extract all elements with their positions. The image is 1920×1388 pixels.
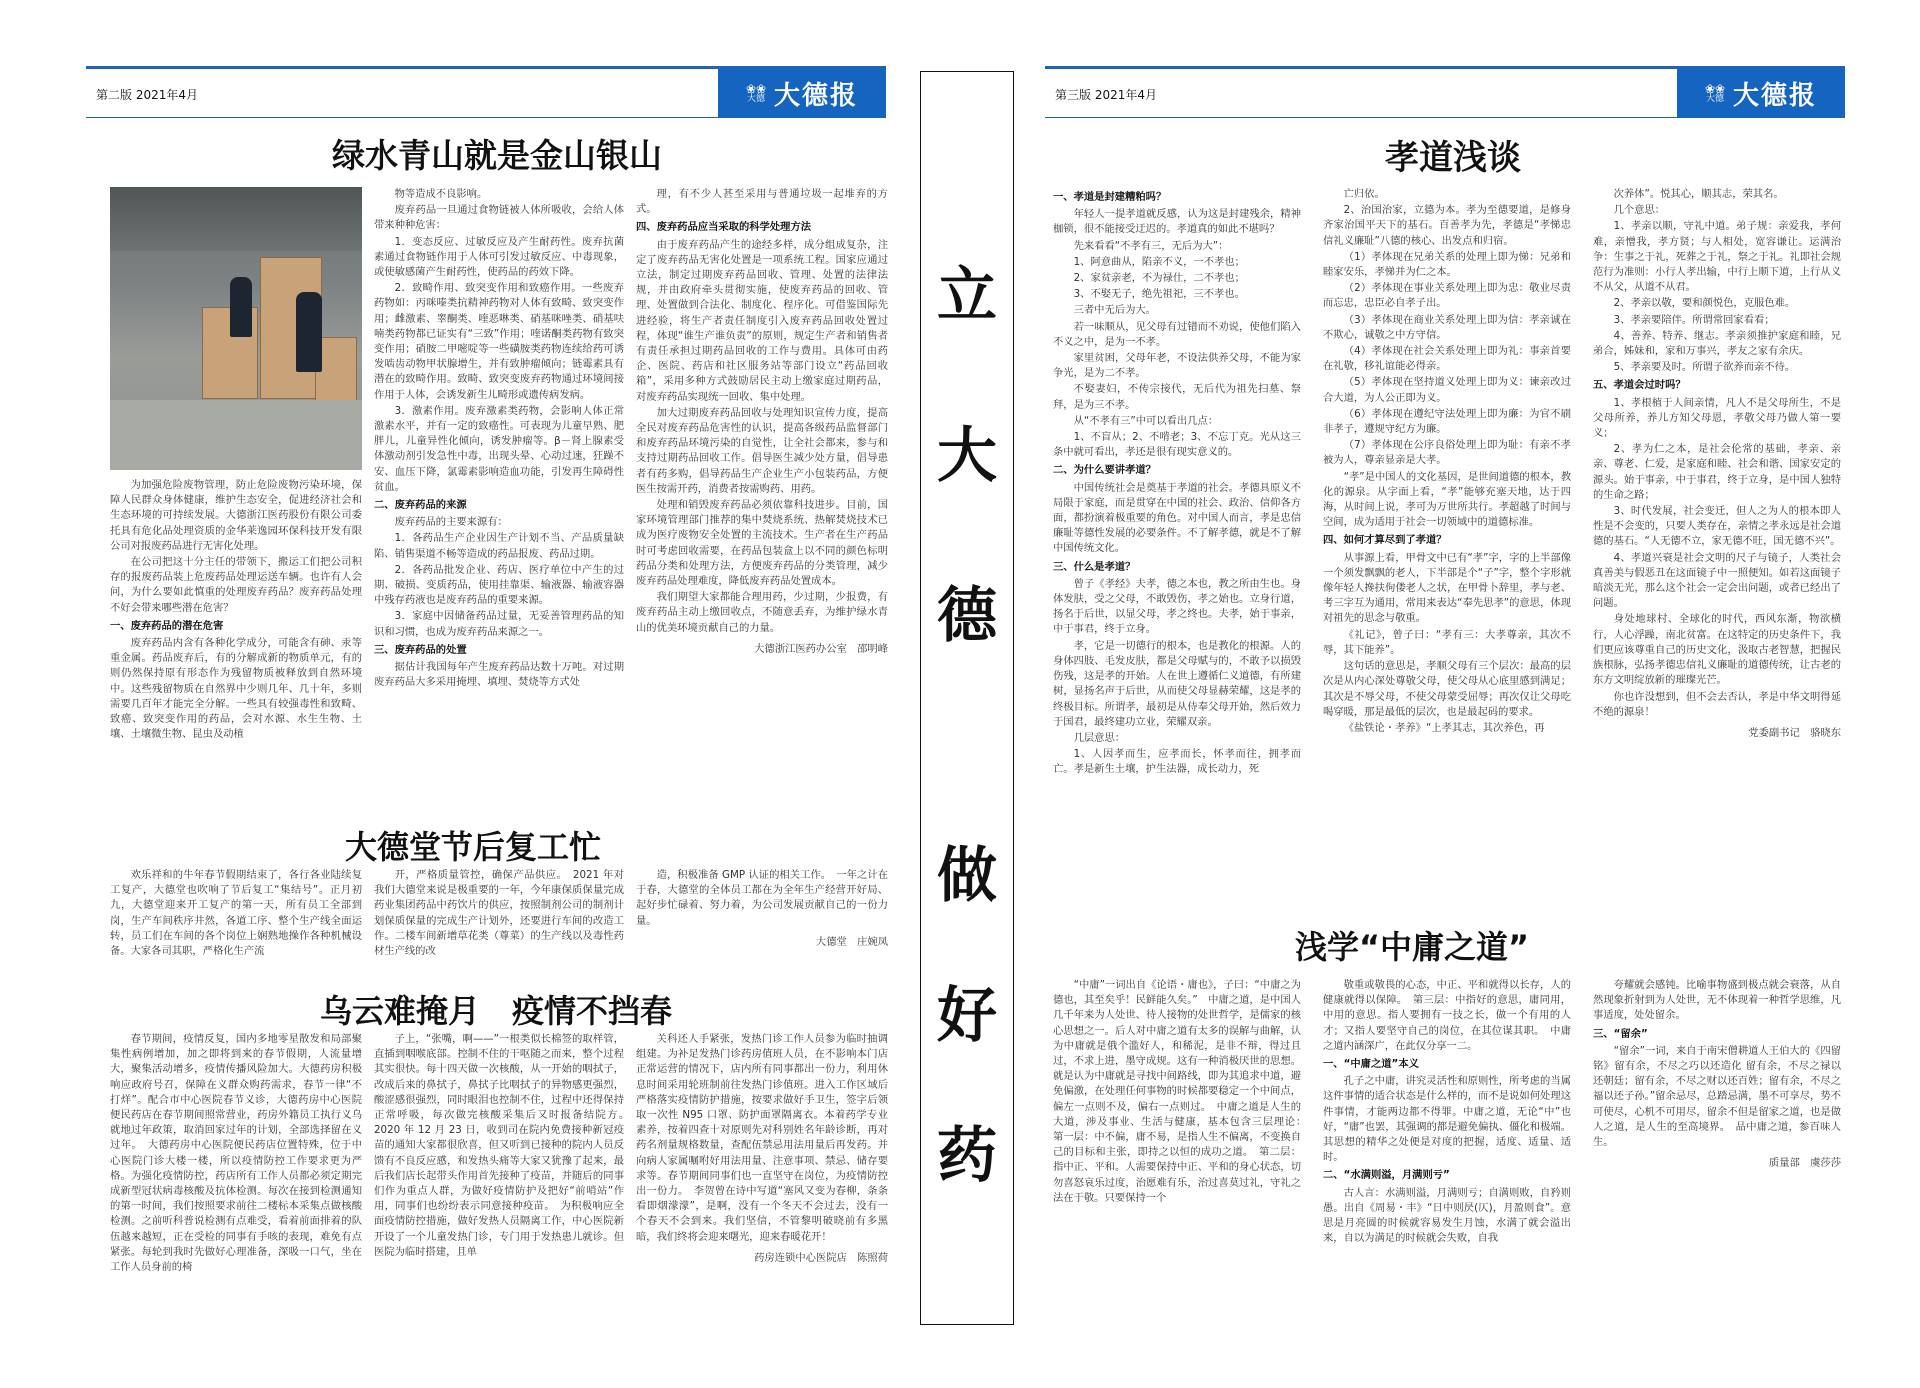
slogan-char: 做 bbox=[937, 841, 997, 911]
slogan-char: 药 bbox=[937, 1121, 997, 1191]
article-column: 开，严格质量管控，确保产品供应。 2021 年对我们大德堂来说是极重要的一年，今年康保质保量完成药业集团药品中药饮片的供应，按照制剂公司的制剂计划保质保量的完成生产计划外，还要进行车间的改造工作。二楼车间新增草花类（尊菜）的生产线以及毒性药材生产线的改 bbox=[374, 869, 624, 958]
paragraph: 三者中无后为大。 bbox=[1073, 304, 1156, 317]
paragraph: 从事源上看，甲骨文中已有“孝”字，字的上半部像一个须发飘飘的老人，下半部是个“子”字，整个字形就像年轻人搀扶佝偻老人之状，在甲骨卜辞里，孝与老、考三字互为通用，常用来表达“奉先思孝”的意思，体现对祖先的思念与敬重。 bbox=[1323, 551, 1571, 625]
paragraph: （6）孝体现在遵纪守法处理上即为廉：为官不刷非孝子，遵规守纪方为廉。 bbox=[1323, 407, 1571, 436]
page-two bbox=[0, 0, 905, 1388]
newspaper-name: 大德报 bbox=[774, 80, 859, 111]
paragraph: 1、孝根植于人间亲情，凡人不是父母所生，不是父母所养，养儿方知父母恩，孝敬父母乃做人第一要义； bbox=[1593, 396, 1841, 440]
byline: 大德堂 庄婉凤 bbox=[815, 935, 888, 948]
paragraph: 3、时代发展，社会变迁，但人之为人的根本即人性是不会变的，只要人类存在，亲情之孝永远是社会道德的基石。“人无德不立，家无德不旺，国无德不兴”。 bbox=[1593, 505, 1841, 548]
article-column bbox=[1053, 187, 1301, 907]
byline: 大德浙江医药办公室 邵明峰 bbox=[754, 642, 888, 655]
article-column: 欢乐祥和的牛年春节假期结束了，各行各业陆续复工复产，大德堂也吹响了节后复工“集结号”。正月初九，大德堂迎来开工复产的第一天，所有员工全部到岗，生产车间秩序井然，各道工序、整个生产线全面运转，员工们在车间的各个岗位上娴熟地操作各种机械设备。大家各司其职，严格化生产流 bbox=[110, 869, 362, 958]
section-heading: 一、“中庸之道”本义 bbox=[1323, 1058, 1419, 1071]
section-heading: 三、什么是孝道？ bbox=[1053, 560, 1136, 573]
paragraph: 3、不娶无子，绝先祖祀，三不孝也。 bbox=[1073, 288, 1245, 301]
section-heading: 四、如何才算尽到了孝道？ bbox=[1323, 534, 1447, 547]
paragraph: 几个意思： bbox=[1613, 204, 1666, 217]
article-column: 为加强危险废物管理，防止危险废物污染环境，保障人民群众身体健康，维护生态安全，促进经济社会和生态环境的可持续发展。大德浙江医药股份有限公司委托具有危化品处理资质的金华莱逸园环保科技开发有限公司对报废药品进行无害化处理。 在公司把这十分主任的带领下，搬运工们把公司积存的报废药品装上危废药品处理运送车辆。也许有人会问，为什么要如此慎重的处理废弃药品？废弃药品处理不好会带来哪些潜在危害？ 一、废弃药品的潜在危害 废弃药品内含有各种化学成分，可能含有砷、汞等重金属。药品废弃后，有的分解成新的物质单元，有的则仍然保持原有形态作为残留物质被释放到自然环境中。这些残留物质在自然界中少则几年、几十年，多则需要几百年才能完全分解。一些具有较强毒性和致畸、致癌、致突变作用的药品，会对水源、水生生物、土壤、土壤微生物、昆虫及动植 bbox=[110, 479, 362, 741]
page-header bbox=[86, 66, 886, 118]
masthead-logo: ❀❀ 大德 bbox=[1704, 81, 1726, 104]
paragraph: 孝，它是一切德行的根本，也是教化的根源。人的身体四肢、毛发皮肤，都是父母赋与的，不敢予以损毁伤残，这是孝的开始。人在世上遵循仁义道德，有所建树，显扬名声于后世，从而使父母显赫荣耀，这是孝的终极目标。所谓孝，最初是从侍奉父母开始，然后效力于国君，最终建功立业，荣耀双亲。 bbox=[1053, 639, 1301, 728]
article-column: 物等造成不良影响。 废弃药品一旦通过食物链被人体所吸收，会给人体带来种种危害： 1．变态反应、过敏反应及产生耐药性。废弃抗菌素通过食物链作用于人体可引发过敏反应、中毒现象，或使敏感菌产生耐药性，使药品的药效下降。 2．致畸作用、致突变作用和致癌作用。一些废弃药物如：丙咪嗪类抗精神药物对人体有致畸、致突变作用；雌激素、睾酮类、喹恶啉类、硝基咪唑类、硝基呋喃类药物都已证实有“三致”作用；喹诺酮类药物有致突变作用；硝胺二甲嘧啶等一些磺胺类药物连续给药可诱发啮齿动物甲状腺增生，并有致肿瘤倾向；链霉素具有潜在的致畸作用。致畸、致突变废弃药物通过环境间接作用于人体，会诱发新生儿畸形或遗传病发病。 3．激素作用。废弃激素类药物，会影响人体正常激素水平，并有一定的致癌性。可表现为儿童早熟、肥胖儿，儿童异性化倾向，诱发肿瘤等。β－肾上腺素受体激动剂引发急性中毒，出现头晕、心动过速，狂躁不安、血压下降，氯霉素影响造血功能，引发再生障碍性贫血。 二、废弃药品的来源 废弃药品的主要来源有： 1．各药品生产企业因生产计划不当、产品质量缺陷、销售渠道不畅等造成的药品报废、药品过期。 2．各药品批发企业、药店、医疗单位中产生的过期、破损、变质药品，使用挂靠渠、输液器、输液容器中残存药液也是废弃药品的重要来源。 3．家庭中因储备药品过量，无妥善管理药品的知识和习惯，也成为废弃药品来源之一。 三、废弃药品的处置 据估计我国每年产生废弃药品达数十万吨。对过期废弃药品大多采用掩埋、填埋、焚烧等方式处 bbox=[374, 188, 624, 689]
article-title: 浅学“中庸之道” bbox=[1295, 928, 1530, 966]
paragraph: 若一味顺从，见父母有过错而不劝说，使他们陷入不义之中，是为一不孝。 bbox=[1053, 320, 1301, 348]
paragraph: 身处地球村、全球化的时代，西风东渐，物欲横行，人心浮躁，南北贫富。在这特定的历史条件下，我们更应该尊重自己的历史文化，汲取古老智慧，把握民族根脉，弘扬孝德忠信礼义廉耻的道德传统，让古老的东方文明绽放新的璀璨光芒。 bbox=[1593, 613, 1841, 687]
worker-figure bbox=[296, 292, 322, 372]
article-column: 理，有不少人甚至采用与普通垃圾一起堆弃的方式。 四、废弃药品应当采取的科学处理方法 由于废弃药品产生的途经多样，成分组成复杂，注定了废弃药品无害化处置是一项系统工程。国家应通过立法，制定过期废弃药品回收、管理、处置的法律法规，并由政府牵头贯彻实施，使废弃药品的回收、管理、处置做到合法化、制度化、程序化。可借鉴国际先进经验，将生产者责任制度引入废弃药品回收处置过程，体现“谁生产谁负责”的原则，规定生产者和销售者有责任承担过期药品回收的工作与费用。具体可由药企、医院、药店和社区服务站等部门设立“药品回收箱”，采用多种方式鼓励居民主动上缴家庭过期药品，对废弃药品实现统一回收、集中处理。 加大过期废弃药品回收与处理知识宣传力度，提高全民对废弃药品危害性的认识，提高各级药品监督部门和废弃药品环境污染的自觉性，让全社会都来，参与和支持过期药品回收工作。倡导医生减少处方量，倡导患者有药多购，倡导药品生产企业生产小包装药品，方便医生按需开药，消费者按需购药、用药。 处理和销毁废弃药品必须依靠科技进步。目前，国家环境管理部门推荐的集中焚烧系统、热解焚烧技术已成为医疗废物安全处置的主流技术。生产者在生产药品时可考虑回收需要，在药品包装盒上以不同的颜色标明药品分类和处理方法，方便废弃药品的分类管理，减少废弃药品处理难度，降低废弃药品处置成本。 我们期望大家都能合理用药，少过期，少报费，有废弃药品主动上缴回收点，不随意丢弃，为维护绿水青山的优美环境贡献自己的力量。 大德浙江医药办公室 邵明峰 bbox=[636, 187, 888, 787]
slogan-char: 立 bbox=[937, 261, 997, 331]
article-column: 造，积极准备 GMP 认证的相关工作。 一年之计在于春，大德堂的全体员工都在为全年生产经营开好局、起好步忙碌着、努力着，为公司发展贡献自己的一份力量。 大德堂 庄婉凤 bbox=[636, 868, 888, 978]
section-heading: 四、废弃药品应当采取的科学处理方法 bbox=[636, 221, 812, 234]
worker-figure bbox=[230, 277, 252, 337]
article-title: 大德堂节后复工忙 bbox=[345, 828, 602, 866]
slogan-char: 德 bbox=[937, 581, 997, 651]
section-heading: 三、“留余” bbox=[1593, 1027, 1648, 1040]
article-title: 绿水青山就是金山银山 bbox=[332, 136, 662, 175]
paragraph: 《盐铁论・孝养》“上孝其志，其次养色，再 bbox=[1343, 721, 1545, 734]
article-column bbox=[1593, 187, 1841, 907]
paragraph: 2、家贫亲老，不为禄仕，二不孝也； bbox=[1073, 272, 1245, 285]
paragraph: （5）孝体现在坚持道义处理上即为义：谏亲改过合大道，为人公正即为义。 bbox=[1323, 376, 1571, 404]
paragraph: 不娶妻妇，不传宗接代，无后代为祖先扫墓、祭拜，是为三不孝。 bbox=[1053, 383, 1301, 411]
masthead bbox=[718, 69, 886, 117]
article-column: 子上，“张嘴，啊——”一根类似长棉签的取样管，直插到咽喉底部。控制不住的干呕随之而来，整个过程其实很快。每十四天做一次核酸，从一开始的咽拭子，改成后来的鼻拭子，鼻拭子比咽拭子的异物感更强烈，酸涩感很强烈，同时眼泪也控制不住，过程中还得保持正常呼吸，每次做完核酸采集后又时报备结院方。 2020 年 12 月 23 日，收到司在院内免费接种新冠疫苗的通知大家都很欣喜，但又听到已接种的院内人员反馈有不良反应感，和发热头痛等大家又犹豫了起来，最后我们店长起带头作用首先接种了疫苗，并随后的同事们作为重点人群，为做好疫情防护及把好“前哨站”作用，同事们也纷纷表示同意接种疫苗。 为积极响应全面疫情防控措施，做好发热人员隔离工作，中心医院新开设了一个儿童发热门诊，专门用于发热患儿就诊。但医院为临时搭建，且单 bbox=[374, 1033, 635, 1258]
paragraph: 4、善养、特养、继志。孝亲须推护家庭和睦，兄弟合，姊妹和，家和万事兴，孝友之家有余庆。 bbox=[1593, 329, 1841, 358]
masthead bbox=[1677, 69, 1845, 117]
article-column bbox=[1323, 187, 1571, 907]
section-heading: 一、废弃药品的潜在危害 bbox=[110, 619, 224, 632]
byline: 药房连锁中心医院店 陈照荷 bbox=[754, 1251, 888, 1264]
paragraph: （1）孝体现在兄弟关系的处理上即为悌：兄弟和睦家安乐，孝悌并为仁之本。 bbox=[1323, 250, 1571, 279]
edition-date: 第三版 2021年4月 bbox=[1055, 88, 1157, 102]
section-heading: 五、孝道会过时吗？ bbox=[1593, 379, 1686, 392]
article-title: 孝道浅谈 bbox=[1385, 138, 1521, 178]
article-column: 关科还人手紧张，发热门诊工作人员参为临时抽调组建。为补足发热门诊药房值班人员，在不影响本门店正常运营的情况下，店内所有同事都出一份力，利用休息时间采用轮班制前往发热门诊值班。进入工作区域后严格落实疫情防护措施，按要求做好手卫生，签字后领取一次性 N95 口罩、防护面罩隔离衣。本着药学专业素养，按着四查十对原则先对科别姓名年龄诊断，再对药名剂量规格数量，查配伍禁忌用法用量后再发药。并向病人家属嘱咐好用法用量、注意事项、禁忌、储存要求等。春节期间同事们也一直坚守在岗位，为疫情防控出一份力。 李贺曾在诗中写道“塞风又变为春柳，条条看即烟濛濛”，是啊，没有一个冬天不会过去，没有一个春天不会到来。我们坚信，不管黎明破晓前有多黑暗，我们终将会迎来曙光，迎来春暖花开！ 药房连锁中心医院店 陈照荷 bbox=[636, 1032, 888, 1332]
page-three bbox=[1045, 0, 1920, 1388]
page-header bbox=[1045, 66, 1845, 118]
paragraph: 从“不孝有三”中可以看出几点： bbox=[1073, 414, 1219, 427]
article-column: 敬重或敬畏的心态，中正、平和就得以长存，人的健康就得以保障。 第三层：中指好的意思，庸同用，中用的意思。指人要拥有一技之长，做一个有用的人才；又指人要坚守自己的岗位，在其位谋其职。 中庸之道内涵深广，在此仅分享一二。 一、“中庸之道”本义 孔子之中庸，讲究灵活性和原则性，所考虑的当属这件事情的适合状态是什么样的，而不是说如何处理这件事情，才能两边都不得罪。中庸之道，无论“中”也好，“庸”也罢，其强调的都是避免偏执、僵化和极端。其思想的精华之处便是对度的把握，适度、适量、适时。 二、“水满则溢，月满则亏” 古人言：水满则溢，月满则亏；自满则败，自矜则愚。出自《周易・丰》“日中则昃(仄)，月盈则食”。意思是月亮圆的时候就容易发生月蚀，水满了就会溢出来，自以为满足的时候就会失败，自我 bbox=[1323, 979, 1571, 1245]
paragraph: （3）孝体现在商业关系处理上即为信：孝亲诚在不欺心，诚敬之中方守信。 bbox=[1323, 313, 1571, 341]
section-heading: 二、“水满则溢，月满则亏” bbox=[1323, 1169, 1450, 1182]
paragraph: （4）孝体现在社会关系处理上即为礼：事亲首要在礼敬，移礼谊能必得亲。 bbox=[1323, 345, 1571, 373]
newspaper-name: 大德报 bbox=[1733, 80, 1818, 111]
paragraph: 曾子《孝经》夫孝，德之本也，教之所由生也。身体发肤，受之父母，不敢毁伤，孝之始也。立身行道，扬名于后世，以显父母，孝之终也。夫孝，始于事亲，中于事君，终于立身。 bbox=[1053, 577, 1301, 636]
paragraph: （7）孝体现在公序良俗处理上即为耻：有亲不孝被为人，尊亲显亲是大孝。 bbox=[1323, 439, 1571, 467]
truck-roof bbox=[110, 187, 362, 251]
paragraph: 1、阿意曲从，陷亲不义，一不孝也； bbox=[1073, 255, 1245, 268]
warehouse-photo bbox=[110, 187, 362, 470]
paragraph: 1、孝亲以顺，守礼中道。弟子规：亲爱我，孝何难，亲憎我，孝方贤；与人相处，宽容谦让。运满治争：生事之于礼，死葬之于礼，祭之于礼。礼即社会规范行为准则：小行人孝出输，中行上顺下道，上行从义不从父，从道不从君。 bbox=[1593, 220, 1841, 294]
article-column: “中庸”一词出自《论语・庸也》，子曰：“中庸之为德也，其至矣乎！民鲜能久矣。” 中庸之道，是中国人几千年来为人处世、待人接物的处世哲学，是儒家的核心思想之一。后人对中庸之道有太多的误解与曲解，认为中庸就是俄个滥好人，和稀泥，是非不辩，得过且过，不求上进，墨守成规。这有一种消极厌世的思想。就是认为中庸就是寻找中间路线，即为其追求中道，避免偏激，在处理任何事物的时候都要稳定一个中间点，偏左一点则不及，偏右一点则过。 中庸之道是人生的大道，涉及事业、生活与健康，基本包含三层理论： 第一层：中不偏，庸不易，是指人生不偏离，不变换自己的目标和主张，即持之以恒的成功之道。 第二层：指中正、平和。人需要保持中正、平和的身心状态，切勿喜怒哀乐过度，治愿难有乐，治过喜莫过礼，守礼之法在于敬。只要保持一个 bbox=[1053, 979, 1312, 1204]
paragraph: 2、孝为仁之本，是社会伦常的基础，孝亲、亲亲、尊老、仁爱，是家庭和睦、社会和谐、国家安定的源头。始于事亲，中于事君，终于立身，是中国人独特的生命之路； bbox=[1593, 443, 1841, 501]
paragraph: 2、治国治家，立德为本。孝为至德要道，是修身齐家治国平天下的基石。百善孝为先，孝德是“孝悌忠信礼义廉耻”八德的核心、出发点和归宿。 bbox=[1323, 204, 1571, 247]
paragraph: 1、不盲从；2、不啃老；3、不忘丁克。光从这三条中就可看出，孝还是很有现实意义的。 bbox=[1053, 431, 1301, 459]
paragraph: 年轻人一提孝道就反感，认为这是封建残余，精神枷锁，很不能接受迂迟的。孝道真的如此不堪吗？ bbox=[1053, 208, 1301, 236]
paragraph: “孝”是中国人的文化基因，是世间道德的根本，教化的源泉。从字面上看，“孝”能够充塞天地，达于四海，从时间上说，孝可为万世所共行。孝超越了时间与空间，成为适用于社会一切领域中的道德标准。 bbox=[1323, 470, 1571, 529]
paragraph: 亡归依。 bbox=[1343, 188, 1385, 200]
paragraph: 中国传统社会是奠基于孝道的社会。孝德具原义不局限于家庭，而是贯穿在中国的社会、政治、信仰各方面，都扮演着极重要的角色。对中国人而言，孝是忠信廉耻等德性发展的必要条件。不了解孝德，就是不了解中国传统文化。 bbox=[1053, 481, 1301, 555]
section-heading: 二、废弃药品的来源 bbox=[374, 499, 467, 512]
paragraph: 这句话的意思是，孝顺父母有三个层次：最高的层次是从内心深处尊敬父母，使父母从心底里感到满足；其次是不辱父母，不使父母蒙受屈辱；再次仅让父母吃喝穿暖，那是最低的层次，也是最起码的要求。 bbox=[1323, 660, 1571, 718]
byline: 党委副书记 骆晓东 bbox=[1748, 726, 1841, 739]
masthead-logo: ❀❀ 大德 bbox=[745, 81, 767, 104]
paragraph: 先来看看“不孝有三，无后为大”： bbox=[1073, 239, 1229, 252]
edition-date: 第二版 2021年4月 bbox=[96, 88, 198, 102]
paragraph: 2、孝亲以敬，要和颜悦色，克服色难。 bbox=[1613, 297, 1796, 310]
paragraph: 4、孝道兴衰是社会文明的尺子与镜子，人类社会真善美与假恶丑在这面镜子中一照便知。如若这面镜子暗淡无光，那么这个社会一定会出问题，或者已经出了问题。 bbox=[1593, 551, 1841, 610]
article-column: 春节期间，疫情反复，国内多地零星散发和局部聚集性病例增加，加之即将到来的春节假期，人流量增大，聚集活动增多，疫情传播风险加大。大德药房积极响应政府号召，保障在义群众购药需求，春节一律“不打烊”。配合市中心医院春节义诊，大德药房中心医院便民药店在春节期间照常营业，药房外籍员工执行义乌就地过年政策，取消回家过年的计划，全部选择留在义过年。 大德药房中心医院便民药店位置特殊，位于中心医院门诊大楼一楼，所以疫情防控工作要求更为严格。为强化疫情防控，药店所有工作人员都必须定期完成新型冠状病毒核酸及抗体检测。每次在接到检测通知的第一时间，我们按照要求前往二楼标本采集点做核酸检测。之前听科普说检测有点难受，看着前面排着的队伍越来越短，正在受检的同事有手咳的表现，难免有点紧张。每轮到我时先做好心理准备，深吸一口气，坐在工作人员身前的椅 bbox=[110, 1033, 362, 1274]
section-heading: 三、废弃药品的处置 bbox=[374, 643, 467, 656]
article-column: 夸耀就会感钝。比喻事物盛到极点就会衰落，从自然现象折射到为人处世，无不体现着一种哲学思维，凡事适度，处处留余。 三、“留余” “留余”一词，来自于南宋僧耕道人王伯大的《四留铭》留有余，不尽之巧以还造化 留有余，不尽之禄以还朝廷；留有余，不尽之财以还百姓；留有余，不尽之福以还子孙。”留余忌尽，总踏忌满，墨不可享尽，势不可使尽，心机不可用尽，留余不但是留家之道，也是做人之道，是人生的至高境界。 品中庸之道，参百味人生。 质量部 虞莎莎 bbox=[1593, 978, 1841, 1338]
paragraph: 次养体”。悦其心，顺其志，荣其名。 bbox=[1613, 188, 1784, 200]
section-heading: 一、孝道是封建糟粕吗？ bbox=[1053, 191, 1167, 203]
article-title: 乌云难掩月 疫情不挡春 bbox=[320, 992, 673, 1030]
paragraph: 家里贫困，父母年老，不设法供养父母，不能为家争光，是为二不孝。 bbox=[1053, 352, 1301, 380]
vertical-slogan-panel bbox=[920, 71, 1014, 1325]
paragraph: 你也许没想到，但不会去否认，孝是中华文明得延不绝的源泉！ bbox=[1593, 690, 1841, 718]
paragraph: 几层意思： bbox=[1073, 731, 1126, 744]
paragraph: 5、孝亲要及时。所谓子欲养而亲不待。 bbox=[1613, 361, 1796, 374]
slogan-char: 大 bbox=[937, 421, 997, 491]
byline: 质量部 虞莎莎 bbox=[1768, 1157, 1841, 1170]
floor bbox=[110, 400, 362, 470]
paragraph: 3、孝亲要陪伴。所谓常回家看看； bbox=[1613, 313, 1775, 326]
paragraph: 《礼记》，曾子曰：“孝有三：大孝尊亲，其次不辱，其下能养”。 bbox=[1323, 628, 1571, 656]
slogan-char: 好 bbox=[937, 981, 997, 1051]
paragraph: 1、人因孝而生，应孝而长，怀孝而往，拥孝而亡。孝是新生土壤，护生法器，成长动力，死 bbox=[1053, 748, 1301, 776]
paragraph: （2）孝体现在事业关系处理上即为忠：敬业尽责而忘忠，忠臣必自孝子出。 bbox=[1323, 282, 1571, 310]
section-heading: 二、为什么要讲孝道？ bbox=[1053, 464, 1156, 477]
